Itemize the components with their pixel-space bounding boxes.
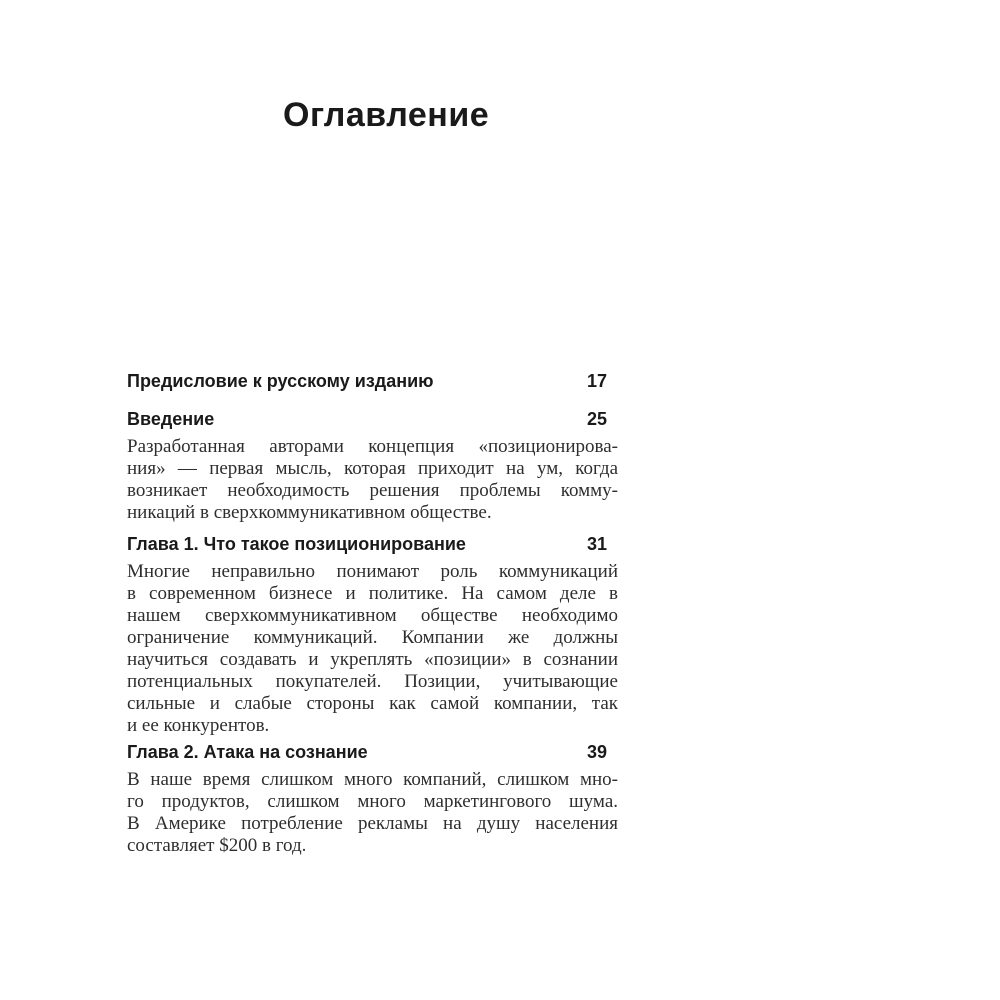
toc-entry-heading-row [127,372,618,390]
toc-entry-description-line: никаций в сверхкоммуникативном обществе. [127,502,492,523]
toc-entry-description [127,769,618,857]
toc-entry-description-line: в современном бизнесе и политике. На самом деле в [127,583,618,604]
toc-entry-description-line: возникает необходимость решения проблемы комму- [127,480,618,501]
toc-entry-description-line: В наше время слишком много компаний, слишком мно- [127,769,618,790]
toc-entry-page-number: 31 [586,534,607,554]
toc-entry-heading-row [127,743,618,761]
toc-entry [127,410,618,524]
toc-entry-description-line: научиться создавать и укреплять «позиции» в сознании [127,649,618,670]
page-title: Оглавление [283,96,490,134]
toc-entry-heading-row [127,410,618,428]
toc-entry-title: Введение [127,409,215,429]
toc-entry-description-line: ограничение коммуникаций. Компании же должны [127,627,618,648]
toc-entry [127,535,618,737]
toc-entry-description-line: В Америке потребление рекламы на душу населения [127,813,618,834]
toc-entry-description-line: ния» — первая мысль, которая приходит на ум, когда [127,458,618,479]
toc-entry-description-line: составляет $200 в год. [127,835,307,856]
toc-entry-description-line: потенциальных покупателей. Позиции, учитывающие [127,671,618,692]
toc-entry-description-line: нашем сверхкоммуникативном обществе необходимо [127,605,618,626]
toc-entry-page-number: 25 [586,409,607,429]
toc-entry-description [127,561,618,737]
toc-entry [127,372,618,390]
toc-entry-description-line: Разработанная авторами концепция «позиционирова- [127,436,618,457]
toc-entry-title: Глава 2. Атака на сознание [127,742,368,762]
toc-entry-page-number: 17 [586,371,607,391]
toc-entry-description [127,436,618,524]
toc-entry-heading-row [127,535,618,553]
toc-entry-page-number: 39 [586,742,607,762]
toc-entry [127,743,618,857]
table-of-contents [127,372,618,857]
toc-entry-description-line: и ее конкурентов. [127,715,270,736]
toc-entry-title: Глава 1. Что такое позиционирование [127,534,466,554]
toc-entry-description-line: Многие неправильно понимают роль коммуникаций [127,561,618,582]
toc-entry-title: Предисловие к русскому изданию [127,371,434,391]
toc-entry-description-line: сильные и слабые стороны как самой компании, так [127,693,618,714]
toc-entry-description-line: го продуктов, слишком много маркетингового шума. [127,791,618,812]
